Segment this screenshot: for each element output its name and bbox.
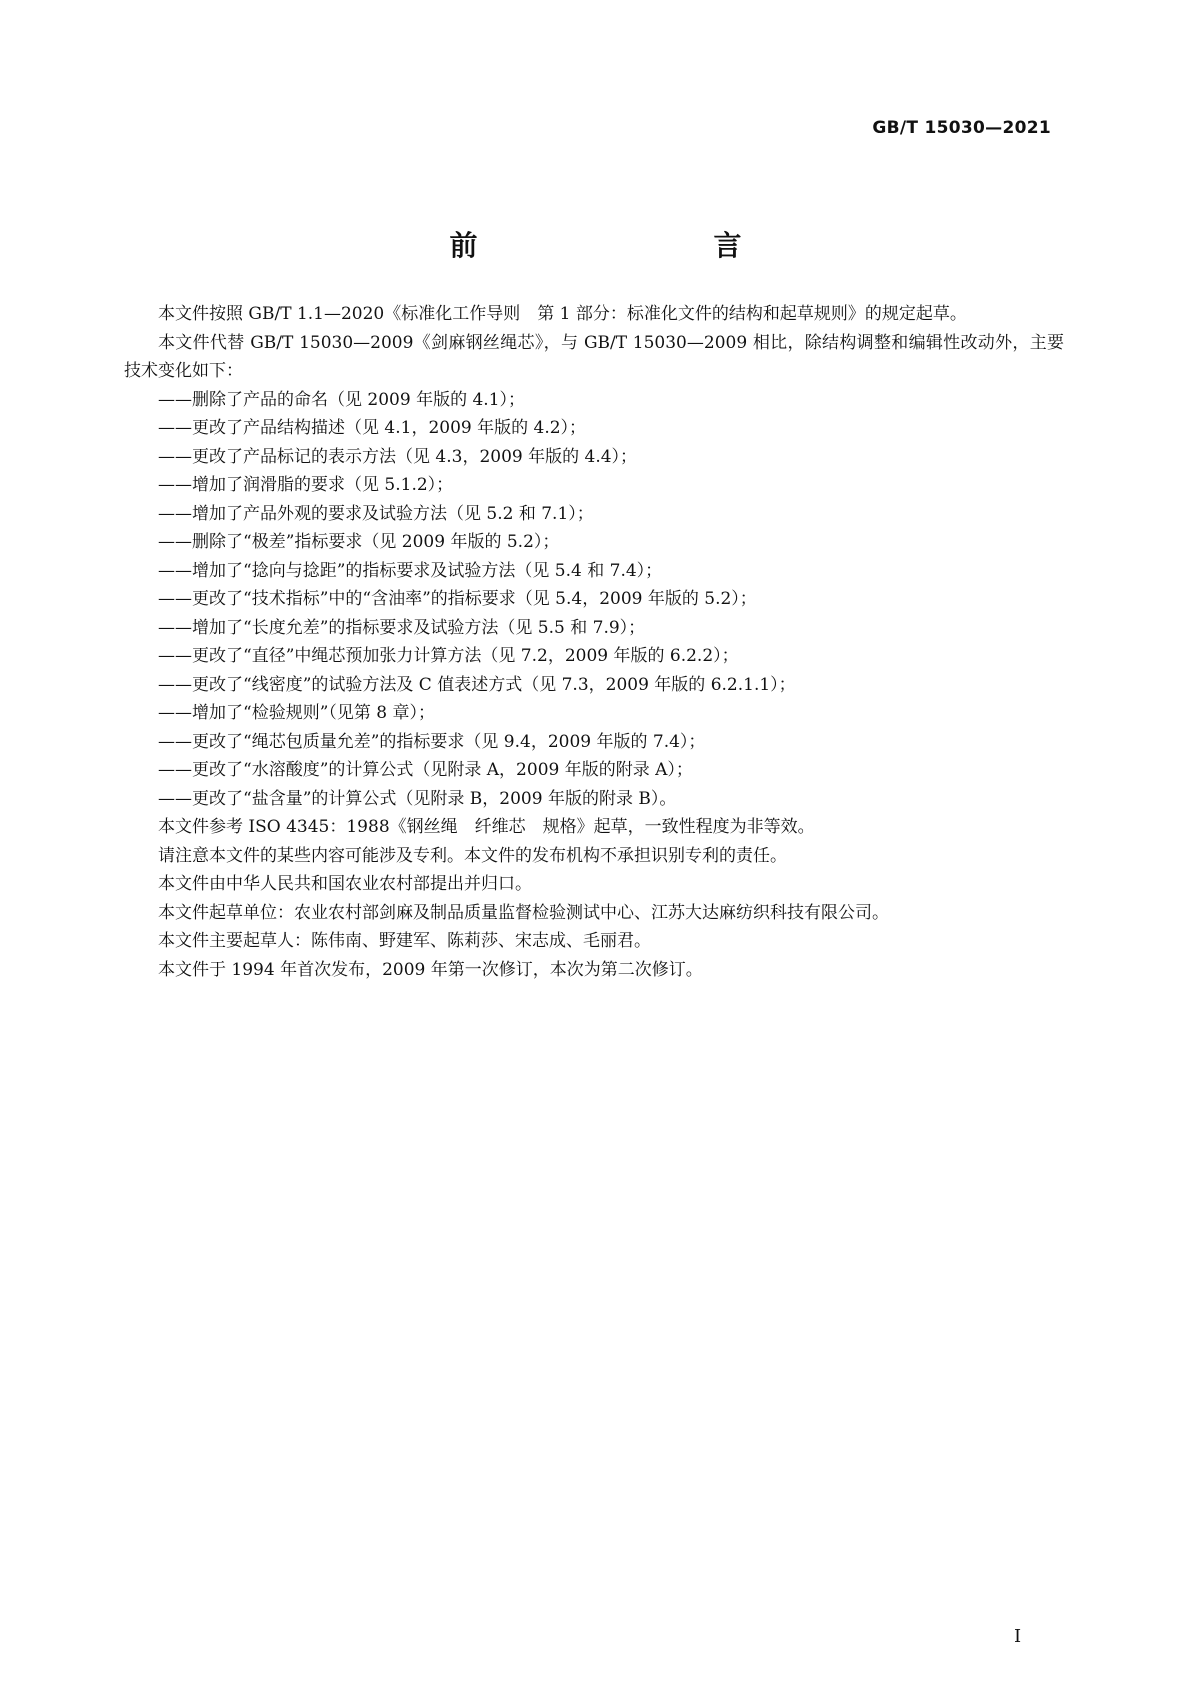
history-paragraph: 本文件于 1994 年首次发布，2009 年第一次修订，本次为第二次修订。	[158, 959, 703, 980]
change-item: ——更改了“技术指标”中的“含油率”的指标要求（见 5.4，2009 年版的 5.2）；	[158, 589, 757, 609]
change-item: ——更改了“线密度”的试验方法及 C 值表述方式（见 7.3，2009 年版的 6.2.1.1）；	[158, 674, 796, 695]
change-item: ——更改了“绳芯包质量允差”的指标要求（见 9.4，2009 年版的 7.4）；	[158, 731, 706, 752]
change-item: ——更改了“直径”中绳芯预加张力计算方法（见 7.2，2009 年版的 6.2.2）；	[158, 646, 739, 666]
change-item: ——增加了“长度允差”的指标要求及试验方法（见 5.5 和 7.9）；	[158, 617, 646, 638]
change-item: ——增加了“检验规则”（见第 8 章）；	[158, 703, 436, 723]
change-item: ——删除了“极差”指标要求（见 2009 年版的 5.2）；	[158, 532, 560, 552]
reference-paragraph: 本文件参考 ISO 4345：1988《钢丝绳 纤维芯 规格》起草，一致性程度为非等效。	[158, 817, 815, 837]
drafters-paragraph: 本文件主要起草人：陈伟南、野建军、陈莉莎、宋志成、毛丽君。	[158, 931, 651, 951]
change-item: ——增加了产品外观的要求及试验方法（见 5.2 和 7.1）；	[158, 503, 594, 524]
document-code: GB/T 15030—2021	[872, 118, 1051, 138]
change-item: ——增加了“捻向与捻距”的指标要求及试验方法（见 5.4 和 7.4）；	[158, 560, 663, 581]
page-number: I	[1014, 1626, 1022, 1647]
page-title: 前 言	[449, 229, 802, 262]
replacement-paragraph: 本文件代替 GB/T 15030—2009《剑麻钢丝绳芯》，与 GB/T 15030—2009 相比，除结构调整和编辑性改动外，主要技术变化如下：	[124, 332, 1064, 381]
change-item: ——更改了产品结构描述（见 4.1，2009 年版的 4.2）；	[158, 418, 587, 438]
intro-paragraph: 本文件按照 GB/T 1.1—2020《标准化工作导则 第 1 部分：标准化文件的结构和起草规则》的规定起草。	[158, 304, 967, 324]
change-item: ——更改了“水溶酸度”的计算公式（见附录 A，2009 年版的附录 A）；	[158, 760, 693, 780]
change-item: ——更改了产品标记的表示方法（见 4.3，2009 年版的 4.4）；	[158, 446, 638, 467]
document-body	[124, 300, 1064, 984]
proposer-paragraph: 本文件由中华人民共和国农业农村部提出并归口。	[158, 874, 532, 894]
change-item: ——增加了润滑脂的要求（见 5.1.2）；	[158, 475, 454, 495]
patent-notice-paragraph: 请注意本文件的某些内容可能涉及专利。本文件的发布机构不承担识别专利的责任。	[158, 845, 787, 866]
change-item: ——删除了产品的命名（见 2009 年版的 4.1）；	[158, 389, 526, 410]
change-item: ——更改了“盐含量”的计算公式（见附录 B，2009 年版的附录 B）。	[158, 788, 677, 809]
drafting-units-paragraph: 本文件起草单位：农业农村部剑麻及制品质量监督检验测试中心、江苏大达麻纺织科技有限公司。	[158, 902, 889, 923]
